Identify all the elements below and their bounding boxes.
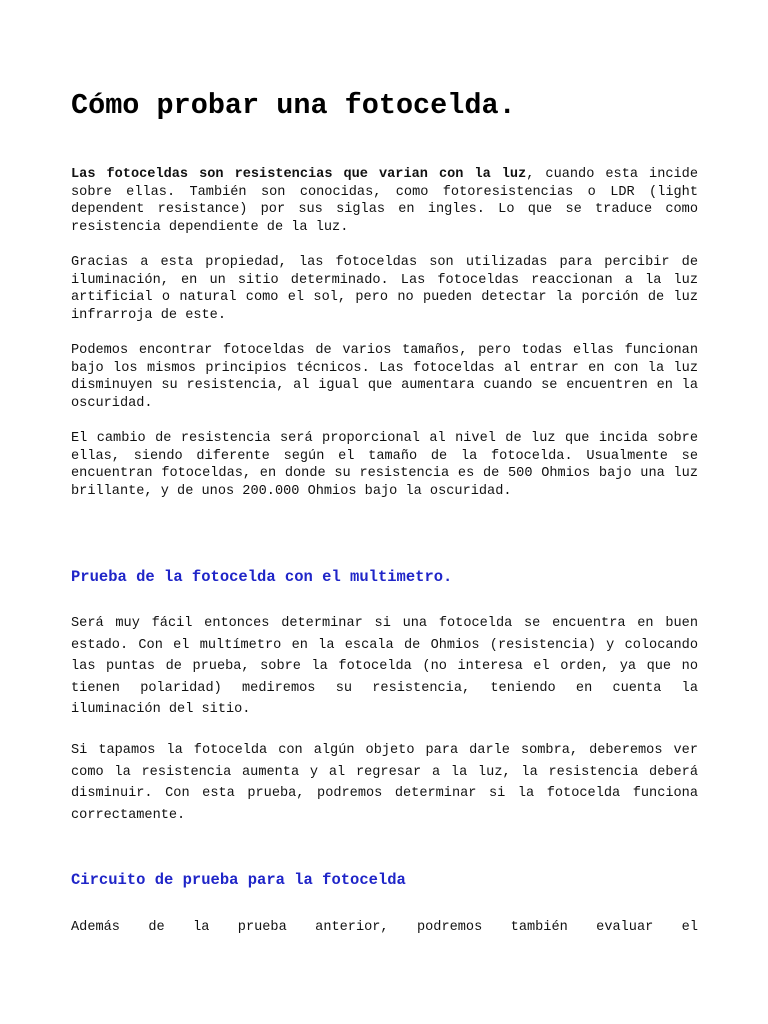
section-heading-circuito: Circuito de prueba para la fotocelda [71, 871, 406, 889]
intro-paragraph [71, 166, 698, 236]
paragraph: El cambio de resistencia será proporcional al nivel de luz que incida sobre ellas, siendo diferente según el tamaño de la fotocelda. Usualmente se encuentran fotoceldas, en donde su resistencia es de 500 Ohmios bajo una luz brillante, y de unos 200.000 Ohmios bajo la oscuridad. [71, 431, 698, 499]
intro-bold-lead: Las fotoceldas son resistencias que varian con la luz [71, 167, 527, 182]
paragraph: Podemos encontrar fotoceldas de varios tamaños, pero todas ellas funcionan bajo los mismos principios técnicos. Las fotoceldas al entrar en con la luz disminuyen su resistencia, al igual que aumentara cuando se encuentren en la oscuridad. [71, 343, 698, 411]
intro-rest: , cuando esta incide sobre ellas. También son conocidas, como fotoresistencias o LDR (light dependent resistance) por sus siglas en ingles. Lo que se traduce como resistencia dependiente de la luz. [71, 167, 698, 235]
paragraph: Gracias a esta propiedad, las fotoceldas son utilizadas para percibir de iluminación, en un sitio determinado. Las fotoceldas reaccionan a la luz artificial o natural como el sol, pero no pueden detectar la porción de luz infrarroja de este. [71, 255, 698, 323]
page-title: Cómo probar una fotocelda. [71, 89, 516, 122]
section-heading-multimetro: Prueba de la fotocelda con el multimetro. [71, 568, 453, 586]
paragraph: Si tapamos la fotocelda con algún objeto para darle sombra, deberemos ver como la resistencia aumenta y al regresar a la luz, la resistencia deberá disminuir. Con esta prueba, podremos determinar si la fotocelda funciona correctamente. [71, 743, 698, 823]
paragraph: Será muy fácil entonces determinar si una fotocelda se encuentra en buen estado. Con el multímetro en la escala de Ohmios (resistencia) y colocando las puntas de prueba, sobre la fotocelda (no interesa el orden, ya que no tienen polaridad) mediremos su resistencia, teniendo en cuenta la iluminación del sitio. [71, 616, 698, 718]
paragraph: Además de la prueba anterior, podremos también evaluar el [71, 920, 698, 935]
